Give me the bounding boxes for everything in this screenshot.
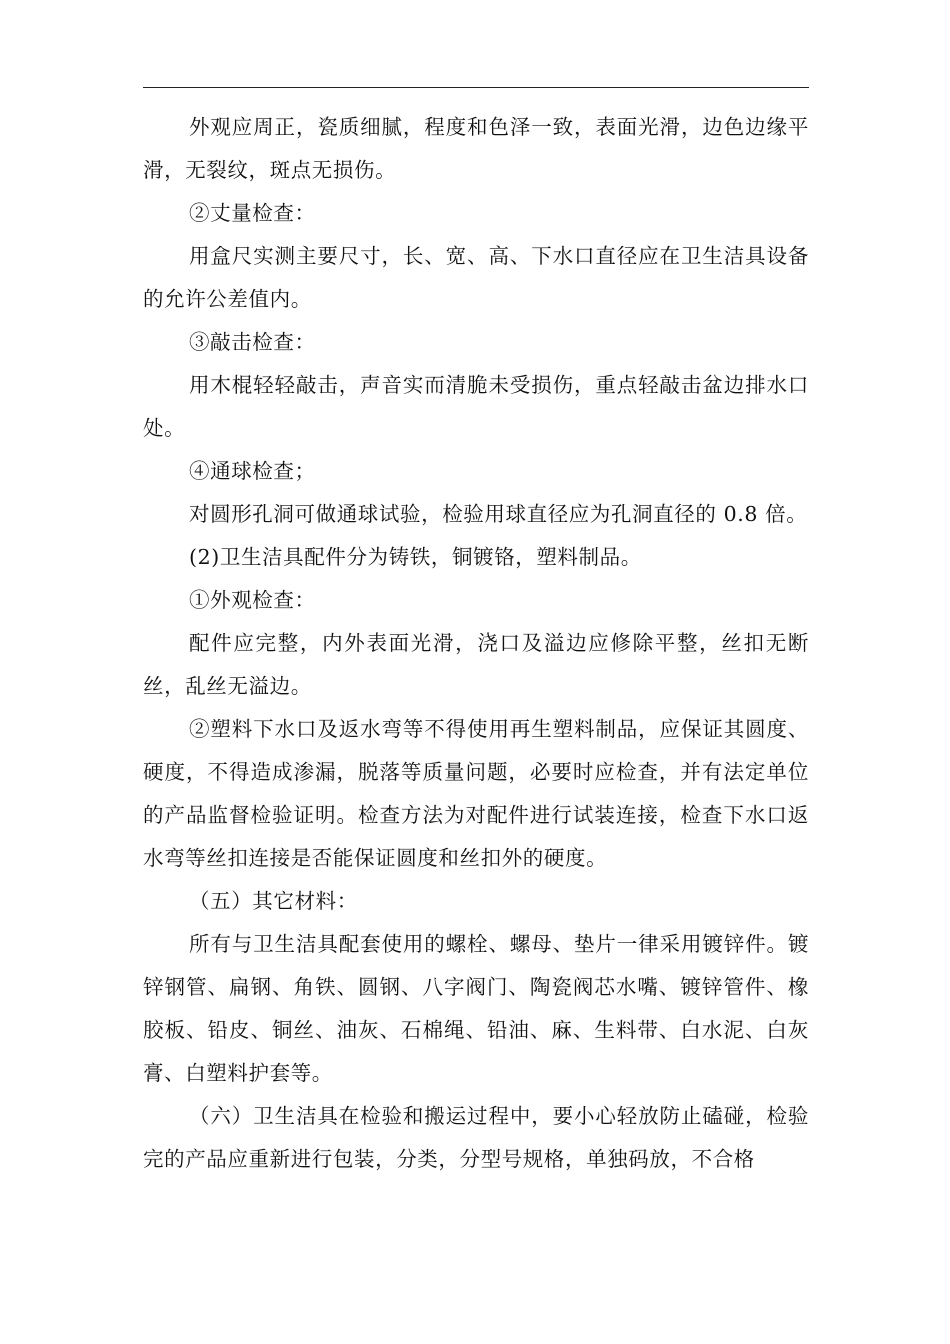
paragraph-handling-storage: （六）卫生洁具在检验和搬运过程中，要小心轻放防止磕碰，检验完的产品应重新进行包装，分类，分型号规格，单独码放，不合格 xyxy=(143,1104,809,1171)
paragraph-fittings-appearance: 配件应完整，内外表面光滑，浇口及溢边应修除平整，丝扣无断丝，乱丝无溢边。 xyxy=(143,631,809,698)
paragraph-ball-method: 对圆形孔洞可做通球试验，检验用球直径应为孔洞直径的 0.8 倍。 xyxy=(189,502,808,526)
document-body xyxy=(143,106,809,1181)
heading-other-materials: （五）其它材料： xyxy=(189,889,358,913)
paragraph-measurement-method: 用盒尺实测主要尺寸，长、宽、高、下水口直径应在卫生洁具设备的允许公差值内。 xyxy=(143,244,809,311)
header-rule xyxy=(143,87,809,88)
paragraph-other-materials-list: 所有与卫生洁具配套使用的螺栓、螺母、垫片一律采用镀锌件。镀锌钢管、扁钢、角铁、圆钢、八字阀门、陶瓷阀芯水嘴、镀锌管件、橡胶板、铅皮、铜丝、油灰、石棉绳、铅油、麻、生料带、白水泥、白灰膏、白塑料护套等。 xyxy=(143,932,809,1085)
paragraph-appearance-requirements: 外观应周正，瓷质细腻，程度和色泽一致，表面光滑，边色边缘平滑，无裂纹，斑点无损伤。 xyxy=(143,115,809,182)
heading-measurement-check: ②丈量检查： xyxy=(189,201,316,225)
paragraph-knock-method: 用木棍轻轻敲击，声音实而清脆未受损伤，重点轻敲击盆边排水口处。 xyxy=(143,373,809,440)
paragraph-plastic-drain: ②塑料下水口及返水弯等不得使用再生塑料制品，应保证其圆度、硬度，不得造成渗漏，脱落等质量问题，必要时应检查，并有法定单位的产品监督检验证明。检查方法为对配件进行试装连接，检查下水口返水弯等丝扣连接是否能保证圆度和丝扣外的硬度。 xyxy=(143,717,809,870)
heading-fittings-appearance-check: ①外观检查： xyxy=(189,588,316,612)
heading-ball-check: ④通球检查； xyxy=(189,459,316,483)
paragraph-fittings-types: (2)卫生洁具配件分为铸铁，铜镀铬，塑料制品。 xyxy=(189,545,642,569)
heading-knock-check: ③敲击检查： xyxy=(189,330,316,354)
